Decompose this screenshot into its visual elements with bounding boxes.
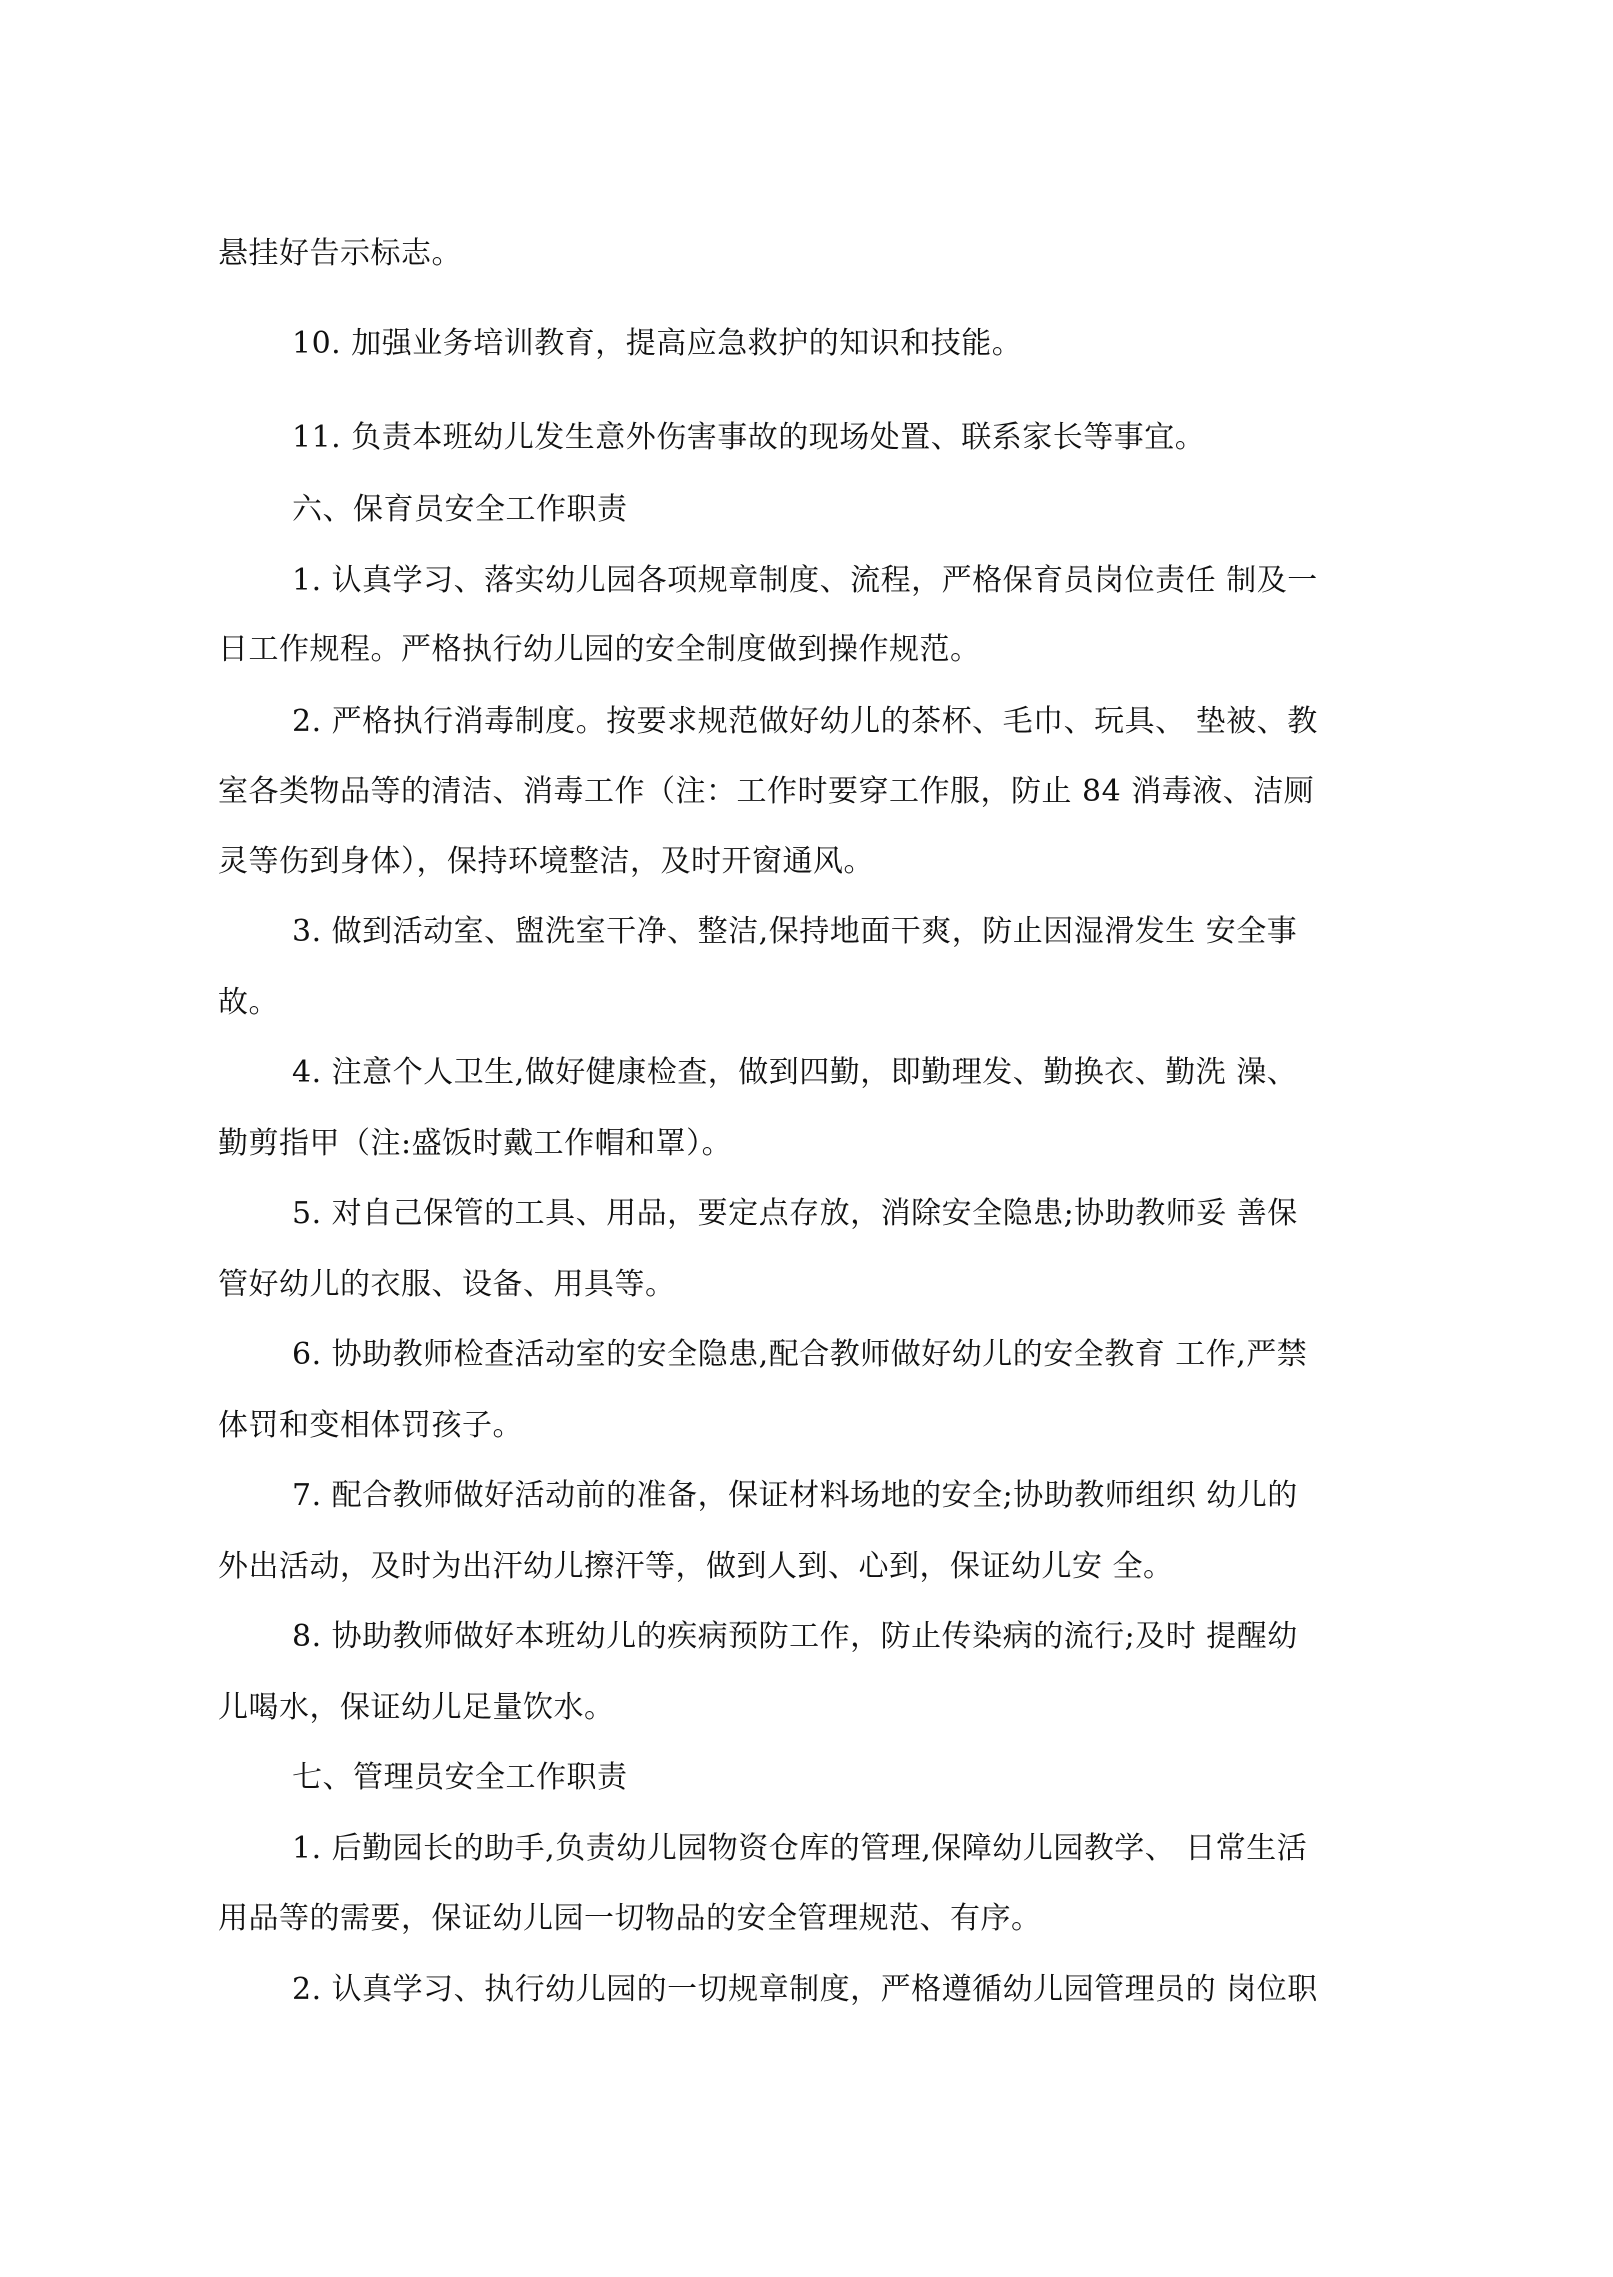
section-heading: 七、管理员安全工作职责 — [292, 1760, 628, 1795]
text-line: 用品等的需要，保证幼儿园一切物品的安全管理规范、有序。 — [218, 1901, 1042, 1936]
text-line: 2. 认真学习、执行幼儿园的一切规章制度，严格遵循幼儿园管理员的 岗位职 — [292, 1972, 1318, 2007]
text-line: 悬挂好告示标志。 — [218, 236, 462, 271]
section-heading: 六、保育员安全工作职责 — [292, 492, 628, 527]
text-line: 10. 加强业务培训教育，提高应急救护的知识和技能。 — [292, 326, 1023, 361]
text-line: 3. 做到活动室、盥洗室干净、整洁,保持地面干爽，防止因湿滑发生 安全事 — [292, 914, 1298, 949]
text-line: 8. 协助教师做好本班幼儿的疾病预防工作，防止传染病的流行;及时 提醒幼 — [292, 1619, 1298, 1654]
text-line: 4. 注意个人卫生,做好健康检查，做到四勤，即勤理发、勤换衣、勤洗 澡、 — [292, 1055, 1298, 1090]
text-line: 6. 协助教师检查活动室的安全隐患,配合教师做好幼儿的安全教育 工作,严禁 — [292, 1337, 1308, 1372]
text-line: 1. 认真学习、落实幼儿园各项规章制度、流程，严格保育员岗位责任 制及一 — [292, 563, 1318, 598]
text-line: 外出活动，及时为出汗幼儿擦汗等，做到人到、心到，保证幼儿安 全。 — [218, 1549, 1174, 1584]
text-line: 灵等伤到身体），保持环境整洁，及时开窗通风。 — [218, 844, 874, 879]
text-line: 11. 负责本班幼儿发生意外伤害事故的现场处置、联系家长等事宜。 — [292, 420, 1206, 455]
text-line: 体罚和变相体罚孩子。 — [218, 1408, 523, 1443]
text-line: 2. 严格执行消毒制度。按要求规范做好幼儿的茶杯、毛巾、玩具、 垫被、教 — [292, 704, 1318, 739]
text-line: 室各类物品等的清洁、消毒工作（注：工作时要穿工作服，防止 84 消毒液、洁厕 — [218, 774, 1315, 809]
text-line: 故。 — [218, 985, 279, 1020]
text-line: 管好幼儿的衣服、设备、用具等。 — [218, 1267, 676, 1302]
text-line: 7. 配合教师做好活动前的准备，保证材料场地的安全;协助教师组织 幼儿的 — [292, 1478, 1298, 1513]
text-line: 5. 对自己保管的工具、用品，要定点存放，消除安全隐患;协助教师妥 善保 — [292, 1196, 1298, 1231]
text-line: 勤剪指甲（注:盛饭时戴工作帽和罩）。 — [218, 1126, 733, 1161]
text-line: 儿喝水，保证幼儿足量饮水。 — [218, 1690, 615, 1725]
text-line: 日工作规程。严格执行幼儿园的安全制度做到操作规范。 — [218, 632, 981, 667]
text-line: 1. 后勤园长的助手,负责幼儿园物资仓库的管理,保障幼儿园教学、 日常生活 — [292, 1831, 1308, 1866]
